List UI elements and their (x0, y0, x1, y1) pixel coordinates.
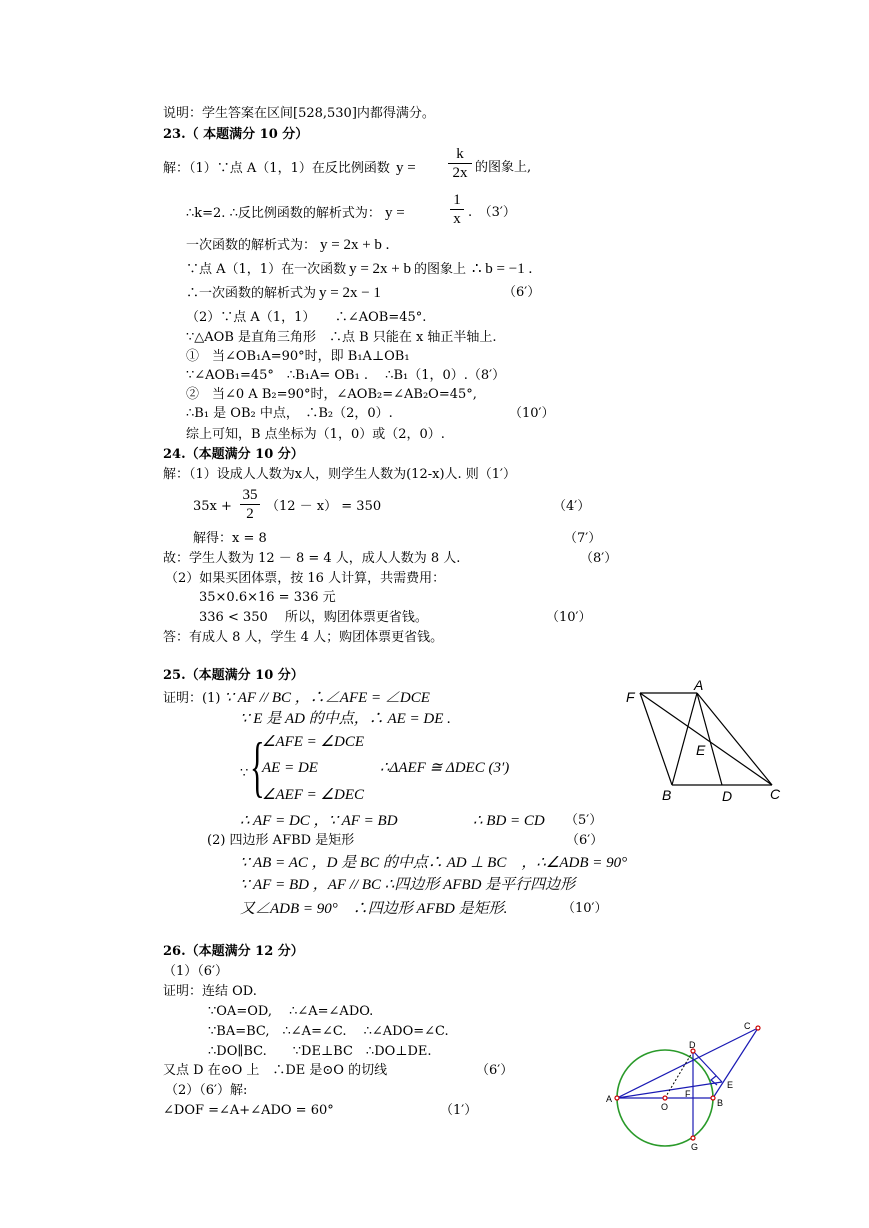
q25-line4-score: （6′） (566, 833, 604, 848)
q24-line7: 336 < 350 所以，购团体票更省钱。 (199, 610, 428, 625)
q26-label-b: B (717, 1098, 724, 1108)
q24-line7-score: （10′） (546, 610, 592, 625)
q24-line1: 解：（1）设成人人数为x人，则学生人数为(12-x)人. 则（1′） (163, 467, 516, 482)
q24-line3-score: （7′） (564, 531, 602, 546)
q23-line12: 综上可知，B 点坐标为（1，0）或（2，0）. (186, 427, 445, 442)
q26-line8-score: （1′） (440, 1103, 478, 1118)
q23-line11: ∴B₁ 是 OB₂ 中点， ∴B₂（2，0）. (186, 406, 393, 421)
q24-line8: 答：有成人 8 人，学生 4 人；购团体票更省钱。 (163, 630, 444, 645)
q26-line3: ∵OA=OD, ∴∠A=∠ADO. (208, 1004, 374, 1019)
q26-label-d: D (689, 1040, 696, 1050)
q26-label-e: E (727, 1080, 734, 1090)
q25-seg-ab (672, 693, 697, 785)
q25-label-a: A (694, 677, 704, 693)
q25-line4: (2) 四边形 AFBD 是矩形 (207, 833, 355, 848)
q25-line3: ∴ AF = DC ，∵ AF = BD (240, 813, 398, 829)
q25-line5: ∵ AB = AC ，D 是 BC 的中点∴ AD ⊥ BC ，∴∠ADB = 90° (240, 855, 628, 871)
q25-seg-fb (640, 693, 672, 785)
q26-figure (598, 1018, 778, 1158)
q23-fraction-k-2x: k 2x (448, 146, 472, 181)
q26-label-f: F (685, 1089, 691, 1099)
q23-line9: ∵∠AOB₁=45° ∴B₁A= OB₁ . ∴B₁（1，0）.（8′） (186, 368, 506, 383)
q26-point-o (663, 1096, 667, 1100)
q23-line3: 一次函数的解析式为： y = 2x + b . (186, 237, 390, 253)
q26-line6-score: （6′） (476, 1063, 514, 1078)
q23-line5: ∴一次函数的解析式为 y = 2x − 1 (186, 285, 381, 301)
q26-label-c: C (744, 1021, 751, 1031)
q25-line6: ∵ AF = BD ，AF // BC ∴四边形 AFBD 是平行四边形 (240, 877, 576, 893)
q26-point-b (711, 1096, 715, 1100)
q25-brace: { (250, 728, 265, 804)
q23-line10: ② 当∠0 A B₂=90°时，∠AOB₂=∠AB₂O=45°, (186, 387, 477, 402)
q25-because: ∵ (240, 766, 249, 781)
q26-line4: ∵BA=BC, ∴∠A=∠C. ∴∠ADO=∠C. (208, 1024, 449, 1039)
q25-line2: ∵ E 是 AD 的中点，∴ AE = DE . (240, 711, 451, 727)
q25-seg-ad (697, 693, 722, 785)
q24-line4-score: （8′） (580, 551, 618, 566)
q25-label-b: B (662, 787, 672, 803)
q26-point-a (615, 1096, 619, 1100)
q26-seg-bc (713, 1028, 758, 1098)
q26-line8: ∠DOF =∠A+∠ADO = 60° (163, 1103, 334, 1118)
q25-title: 25.（本题满分 10 分） (163, 668, 304, 683)
q25-seg-fc (640, 693, 772, 785)
q25-label-d: D (722, 788, 733, 804)
q24-line5: （2）如果买团体票，按 16 人计算，共需费用： (165, 571, 446, 586)
q24-line6: 35×0.6×16 = 336 元 (199, 590, 336, 605)
q25-label-e: E (696, 742, 706, 758)
q25-label-c: C (770, 786, 781, 802)
q23-title: 23.（ 本题满分 10 分） (163, 127, 309, 142)
q23-line4: ∵点 A（1，1）在一次函数 y = 2x + b 的图象上 ∴ b = −1 . (186, 261, 533, 277)
q24-fraction-35-2: 35 2 (240, 487, 260, 522)
q24-line3: 解得：x = 8 (193, 531, 267, 546)
q26-point-c (756, 1026, 760, 1030)
q23-line5-score: （6′） (503, 285, 541, 300)
q24-line4: 故：学生人数为 12 － 8 = 4 人，成人人数为 8 人. (163, 551, 461, 566)
q23-line6: （2）∵点 A（1，1） ∴∠AOB=45°. (186, 310, 427, 325)
q26-label-g: G (691, 1142, 699, 1152)
q26-label-a: A (606, 1094, 613, 1104)
q25-label-f: F (626, 689, 635, 705)
q23-line2: ∴k=2. ∴反比例函数的解析式为： y = (186, 205, 405, 221)
q26-line1: （1）（6′） (163, 964, 228, 979)
q25-line3b: ∴ BD = CD (473, 813, 545, 829)
q25-line7: 又∠ADB = 90° ∴四边形 AFBD 是矩形. (240, 901, 508, 917)
q24-title: 24.（本题满分 10 分） (163, 447, 304, 462)
q26-point-g (691, 1136, 695, 1140)
q25-figure (620, 675, 790, 805)
q23-line1: 解：（1）∵点 A（1，1）在反比例函数 y = (163, 160, 416, 176)
q25-line3-score: （5′） (565, 813, 603, 828)
q26-line2: 证明：连结 OD. (163, 984, 257, 999)
q25-system-eq3: ∠AEF = ∠DEC (262, 787, 365, 803)
q24-line2: 35x + (193, 499, 232, 514)
q25-system-eq2: AE = DE (262, 760, 318, 776)
q23-line2-tail: . （3′） (468, 205, 516, 220)
q24-line2-tail: （12 － x） = 350 (266, 499, 382, 514)
q23-line11-score: （10′） (509, 406, 555, 421)
q25-seg-ac (697, 693, 772, 785)
q26-title: 26.（本题满分 12 分） (163, 944, 304, 959)
q25-line1: 证明：(1) ∵ AF // BC ，∴∠AFE = ∠DCE (163, 690, 430, 706)
q26-line6: 又点 D 在⊙O 上 ∴DE 是⊙O 的切线 (163, 1063, 388, 1078)
q23-line1-tail: 的图象上, (475, 160, 532, 175)
note-line: 说明：学生答案在区间[528,530]内都得满分。 (163, 106, 435, 121)
q23-fraction-1-x: 1 x (450, 192, 464, 227)
q25-system-eq1: ∠AFE = ∠DCE (262, 734, 365, 750)
q26-line5: ∴DO∥BC. ∵DE⊥BC ∴DO⊥DE. (208, 1044, 432, 1059)
q24-line2-score: （4′） (553, 499, 591, 514)
q26-line7: （2）（6′）解: (165, 1083, 248, 1098)
q23-line7: ∵△AOB 是直角三角形 ∴点 B 只能在 x 轴正半轴上. (186, 330, 497, 345)
q25-system-conclusion: ∴ΔAEF ≅ ΔDEC (3′) (380, 760, 510, 776)
q23-line8: ① 当∠OB₁A=90°时，即 B₁A⊥OB₁ (186, 349, 410, 364)
q26-label-o: O (661, 1102, 669, 1112)
q25-line7-score: （10′） (562, 901, 608, 916)
